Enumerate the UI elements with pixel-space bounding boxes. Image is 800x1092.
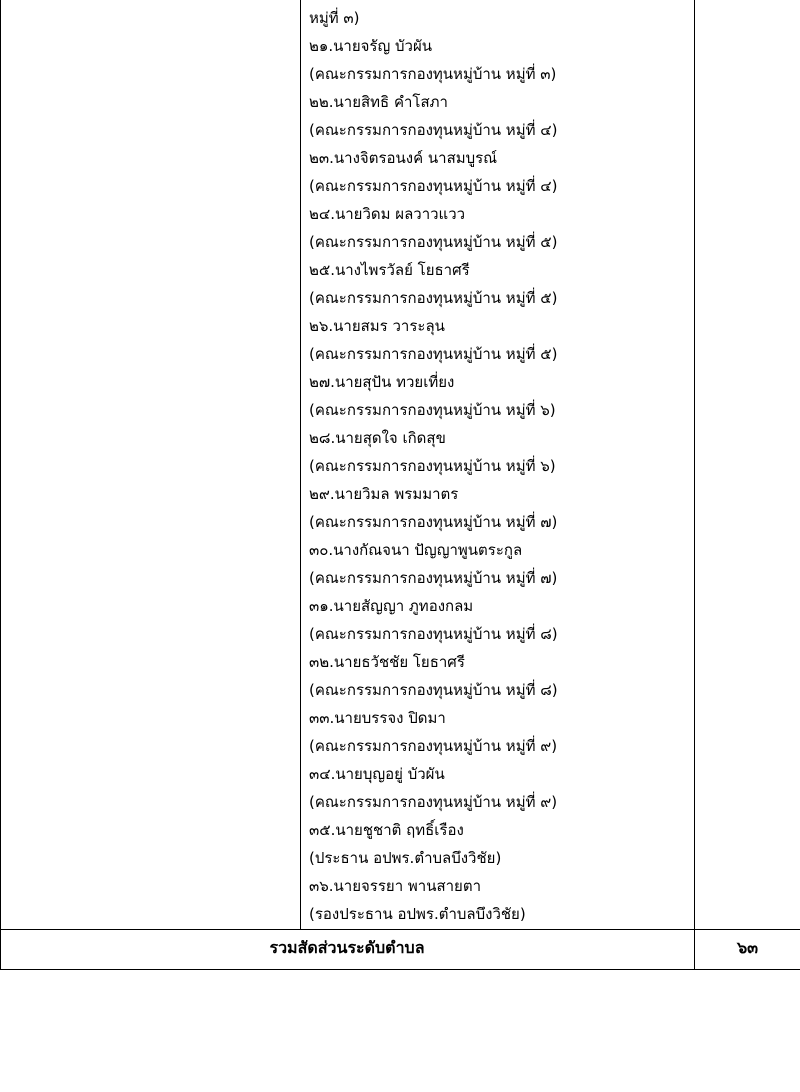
member-list-line: ๒๘.นายสุดใจ เกิดสุข bbox=[309, 429, 446, 447]
total-row-bottom-border bbox=[0, 969, 800, 970]
member-list-line: (คณะกรรมการกองทุนหมู่บ้าน หมู่ที่ ๖) bbox=[309, 457, 556, 475]
member-list bbox=[309, 4, 693, 928]
member-list-line: ๒๒.นายสิทธิ คำโสภา bbox=[309, 93, 448, 111]
member-list-line: (คณะกรรมการกองทุนหมู่บ้าน หมู่ที่ ๖) bbox=[309, 401, 556, 419]
member-list-line: ๒๑.นายจรัญ บัวผัน bbox=[309, 37, 433, 55]
total-label: รวมสัดส่วนระดับตำบล bbox=[269, 938, 425, 957]
member-list-line: ๓๖.นายจรรยา พานสายตา bbox=[309, 877, 481, 895]
member-list-line: (คณะกรรมการกองทุนหมู่บ้าน หมู่ที่ ๔) bbox=[309, 121, 558, 139]
member-list-line: ๒๖.นายสมร วาระลุน bbox=[309, 317, 445, 335]
member-list-line: (คณะกรรมการกองทุนหมู่บ้าน หมู่ที่ ๓) bbox=[309, 65, 557, 83]
member-list-line: ๓๔.นายบุญอยู่ บัวผัน bbox=[309, 765, 445, 783]
member-list-line: ๒๗.นายสุปัน ทวยเที่ยง bbox=[309, 373, 455, 391]
member-list-line: (คณะกรรมการกองทุนหมู่บ้าน หมู่ที่ ๕) bbox=[309, 345, 558, 363]
member-list-line: ๓๐.นางกัณจนา ปัญญาพูนตระกูล bbox=[309, 541, 523, 559]
member-list-line: ๒๕.นางไพรวัลย์ โยธาศรี bbox=[309, 261, 470, 279]
member-list-line: (คณะกรรมการกองทุนหมู่บ้าน หมู่ที่ ๙) bbox=[309, 793, 558, 811]
member-list-line: ๓๓.นายบรรจง ปิดมา bbox=[309, 709, 446, 727]
total-value: ๖๓ bbox=[736, 938, 759, 957]
column-divider-2 bbox=[694, 0, 695, 970]
member-list-line: (คณะกรรมการกองทุนหมู่บ้าน หมู่ที่ ๕) bbox=[309, 233, 558, 251]
member-list-line: (คณะกรรมการกองทุนหมู่บ้าน หมู่ที่ ๗) bbox=[309, 513, 558, 531]
member-list-line: (คณะกรรมการกองทุนหมู่บ้าน หมู่ที่ ๙) bbox=[309, 737, 558, 755]
member-list-line: (คณะกรรมการกองทุนหมู่บ้าน หมู่ที่ ๘) bbox=[309, 681, 558, 699]
member-list-line: (คณะกรรมการกองทุนหมู่บ้าน หมู่ที่ ๔) bbox=[309, 177, 558, 195]
member-list-line: (คณะกรรมการกองทุนหมู่บ้าน หมู่ที่ ๘) bbox=[309, 625, 558, 643]
member-list-line: (คณะกรรมการกองทุนหมู่บ้าน หมู่ที่ ๕) bbox=[309, 289, 558, 307]
member-list-line: (ประธาน อปพร.ตำบลบึงวิชัย) bbox=[309, 849, 502, 867]
member-list-line: (คณะกรรมการกองทุนหมู่บ้าน หมู่ที่ ๗) bbox=[309, 569, 558, 587]
member-list-line: หมู่ที่ ๓) bbox=[309, 9, 360, 27]
member-list-line: ๓๕.นายชูชาติ ฤทธิ์เรือง bbox=[309, 821, 464, 839]
member-list-line: ๒๔.นายวิดม ผลวาวแวว bbox=[309, 205, 466, 223]
table-border-left bbox=[0, 0, 1, 970]
member-list-line: ๓๒.นายธวัชชัย โยธาศรี bbox=[309, 653, 465, 671]
column-divider-1 bbox=[300, 0, 301, 929]
member-list-line: ๒๓.นางจิตรอนงค์ นาสมบูรณ์ bbox=[309, 149, 498, 167]
member-list-line: ๓๑.นายสัญญา ภูทองกลม bbox=[309, 597, 474, 615]
member-list-line: (รองประธาน อปพร.ตำบลบึงวิชัย) bbox=[309, 905, 526, 923]
member-list-line: ๒๙.นายวิมล พรมมาตร bbox=[309, 485, 459, 503]
